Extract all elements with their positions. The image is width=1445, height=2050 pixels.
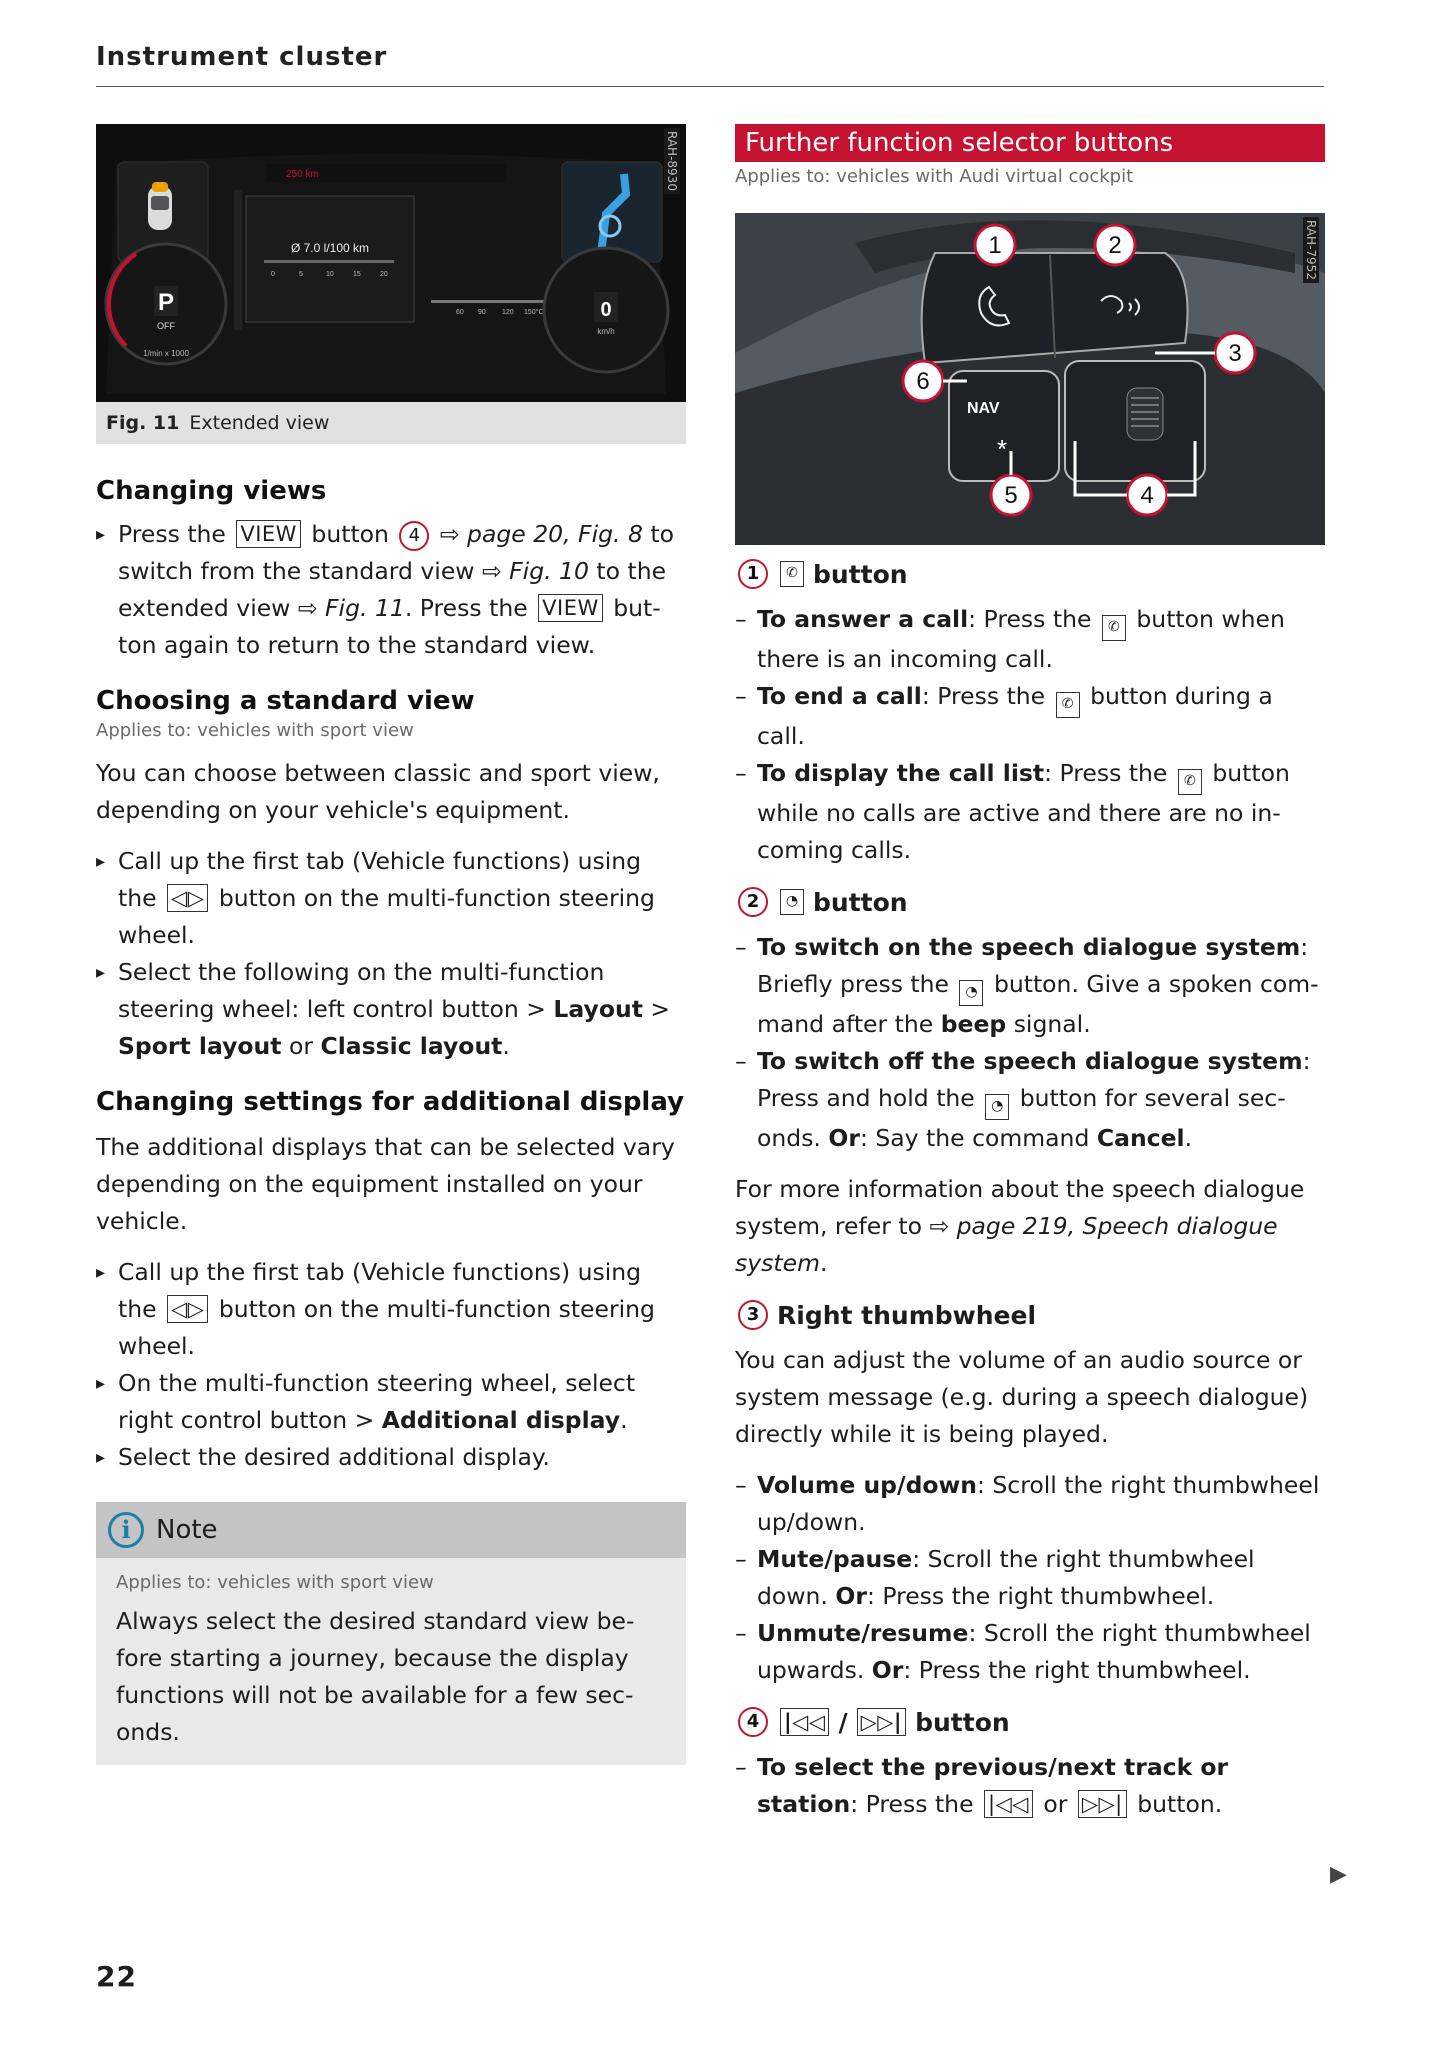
figure-12-image <box>735 213 1325 509</box>
speed-readout: 0 <box>600 299 612 321</box>
standard-view-intro: You can choose between classic and sport view, depending on your vehicle's equipment. <box>96 759 660 824</box>
note-applies: Applies to: vehicles with sport view <box>116 1572 434 1593</box>
button-4-title: button <box>915 1707 1010 1737</box>
scale-tick: 10 <box>326 271 334 278</box>
list-item: – To select the previous/next track or station: Press the |◁◁ or ▷▷| button. <box>735 1749 1325 1823</box>
consumption-readout: Ø 7.0 l/100 km <box>290 241 370 255</box>
list-item: ▸ On the multi-function steering wheel, select right control button > Additional display. <box>96 1365 686 1439</box>
callout-4: 4 <box>399 521 429 551</box>
view-key: VIEW <box>538 594 603 622</box>
list-item: ▸ Select the following on the multi-function steering wheel: left control button > Layout > Sport layout or Classic layout. <box>96 954 686 1065</box>
button-2-list <box>735 929 1325 1157</box>
info-icon: i <box>108 1512 144 1548</box>
off-label: OFF <box>157 321 175 331</box>
list-item: ▸ Select the desired additional display. <box>96 1439 686 1476</box>
callout-label: 6 <box>916 368 930 395</box>
figure-11 <box>96 124 686 444</box>
page-number: 22 <box>96 1960 137 1993</box>
button-3-title: Right thumbwheel <box>777 1300 1037 1330</box>
changing-views-title: Changing views <box>96 476 327 506</box>
additional-display-steps <box>96 1254 686 1476</box>
temp-tick: 60 <box>456 309 464 316</box>
note-text: Always select the desired standard view be-fore starting a journey, because the display functions will not be available for a few sec-onds. <box>116 1607 635 1746</box>
button-1-title: button <box>813 559 908 589</box>
speed-unit: km/h <box>597 327 615 336</box>
button-2-heading <box>735 887 1325 917</box>
figure-11-caption <box>96 402 686 444</box>
page-header: Instrument cluster <box>96 42 388 72</box>
instrument-cluster-illustration <box>96 124 686 402</box>
range-readout: 250 km <box>286 169 319 180</box>
triangle-right-icon: ▶ <box>1330 1862 1347 1887</box>
list-item: – To end a call: Press the ✆ button during a call. <box>735 678 1325 755</box>
further-buttons-title: Further function selector buttons <box>735 124 1325 162</box>
figure-11-number: Fig. 11 <box>106 412 180 434</box>
standard-view-title: Choosing a standard view <box>96 686 475 716</box>
left-column <box>96 124 686 1765</box>
nav-label: NAV <box>967 400 1000 417</box>
callout-label: 5 <box>1004 482 1018 509</box>
scale-tick: 5 <box>299 271 303 278</box>
standard-view-applies: Applies to: vehicles with sport view <box>96 720 414 741</box>
list-item: – Mute/pause: Scroll the right thumbwheel down. Or: Press the right thumbwheel. <box>735 1541 1325 1615</box>
next-track-icon: ▷▷| <box>1078 1790 1127 1818</box>
button-2-title: button <box>813 887 908 917</box>
button-1-heading <box>735 559 1325 589</box>
figure-11-image <box>96 124 686 402</box>
button-4-list <box>735 1749 1325 1823</box>
voice-icon: ◔ <box>959 980 983 1006</box>
temp-tick: 90 <box>478 309 486 316</box>
list-item: – Unmute/resume: Scroll the right thumbwheel upwards. Or: Press the right thumbwheel. <box>735 1615 1325 1689</box>
svg-text:*: * <box>997 434 1008 464</box>
page-ref[interactable]: ⇨ page 20, Fig. 8 <box>439 520 643 548</box>
note-box <box>96 1502 686 1765</box>
standard-view-steps <box>96 843 686 1065</box>
list-item: – To answer a call: Press the ✆ button when there is an incoming call. <box>735 601 1325 678</box>
fig-ref[interactable]: ⇨ Fig. 11 <box>297 594 405 622</box>
changing-views-steps <box>96 516 686 664</box>
right-column <box>735 124 1325 1823</box>
arrows-key: ◁▷ <box>167 884 208 912</box>
list-item: ▸ Call up the first tab (Vehicle functions) using the ◁▷ button on the multi-function steering wheel. <box>96 843 686 954</box>
steering-wheel-illustration <box>735 213 1325 545</box>
callout-label: 2 <box>1108 232 1122 259</box>
callout-label: 3 <box>1228 340 1242 367</box>
header-rule <box>96 86 1324 87</box>
button-4-heading <box>735 1707 1325 1737</box>
phone-icon: ✆ <box>780 561 804 587</box>
list-item: – To switch on the speech dialogue system: Briefly press the ◔ button. Give a spoken com-mand after the beep signal. <box>735 929 1325 1043</box>
phone-icon: ✆ <box>1102 615 1126 641</box>
temp-tick: 150°C <box>524 309 544 316</box>
temp-tick: 120 <box>502 309 514 316</box>
scale-tick: 20 <box>380 271 388 278</box>
figure-11-caption-text: Extended view <box>189 412 330 434</box>
callout-2: 2 <box>738 887 768 917</box>
button-3-heading <box>735 1300 1325 1330</box>
callout-3: 3 <box>738 1300 768 1330</box>
button-3-list <box>735 1467 1325 1689</box>
figure-11-tag: RAH-8930 <box>664 128 680 194</box>
note-body <box>96 1558 686 1765</box>
voice-icon: ◔ <box>780 889 804 915</box>
additional-display-intro: The additional displays that can be selected vary depending on the equipment installed on your vehicle. <box>96 1133 675 1235</box>
scale-tick: 0 <box>271 271 275 278</box>
view-key: VIEW <box>236 520 301 548</box>
figure-12-tag: RAH-7952 <box>1303 217 1319 283</box>
callout-label: 1 <box>988 232 1002 259</box>
list-item: – Volume up/down: Scroll the right thumbwheel up/down. <box>735 1467 1325 1541</box>
button-1-list <box>735 601 1325 869</box>
page-ref[interactable]: ⇨ page 219, Speech dialogue system <box>735 1212 1278 1277</box>
callout-label: 4 <box>1140 482 1154 509</box>
thumbwheel-intro: You can adjust the volume of an audio source or system message (e.g. during a speech dialogue) directly while it is being played. <box>735 1346 1309 1448</box>
list-item: ▸ Press the VIEW button 4 ⇨ page 20, Fig. 8 to switch from the standard view ⇨ Fig. 10 to the extended view ⇨ Fig. 11. Press the VIEW but-ton again to return to the standard view. <box>96 516 686 664</box>
speech-more-info: For more information about the speech dialogue system, refer to ⇨ page 219, Speech dialogue system. <box>735 1175 1305 1277</box>
further-applies: Applies to: vehicles with Audi virtual cockpit <box>735 166 1134 187</box>
note-header <box>96 1502 686 1558</box>
fig-ref[interactable]: ⇨ Fig. 10 <box>481 557 589 585</box>
slash: / <box>838 1707 848 1737</box>
next-track-icon: ▷▷| <box>857 1708 906 1736</box>
callout-4: 4 <box>738 1707 768 1737</box>
list-item: ▸ Call up the first tab (Vehicle functions) using the ◁▷ button on the multi-function steering wheel. <box>96 1254 686 1365</box>
rpm-label: 1/min x 1000 <box>143 349 189 358</box>
arrows-key: ◁▷ <box>167 1295 208 1323</box>
figure-12 <box>735 213 1325 533</box>
phone-icon: ✆ <box>1056 692 1080 718</box>
gear-indicator: P <box>157 289 175 316</box>
list-item: – To switch off the speech dialogue system: Press and hold the ◔ button for several sec-onds. Or: Say the command Cancel. <box>735 1043 1325 1157</box>
previous-track-icon: |◁◁ <box>984 1790 1033 1818</box>
list-item: – To display the call list: Press the ✆ button while no calls are active and there are no in-coming calls. <box>735 755 1325 869</box>
additional-display-title: Changing settings for additional display <box>96 1087 685 1117</box>
phone-icon: ✆ <box>1178 769 1202 795</box>
scale-tick: 15 <box>353 271 361 278</box>
voice-icon: ◔ <box>985 1094 1009 1120</box>
callout-1: 1 <box>738 559 768 589</box>
car-icon <box>148 182 172 230</box>
previous-track-icon: |◁◁ <box>780 1708 829 1736</box>
note-title: Note <box>156 1515 218 1545</box>
